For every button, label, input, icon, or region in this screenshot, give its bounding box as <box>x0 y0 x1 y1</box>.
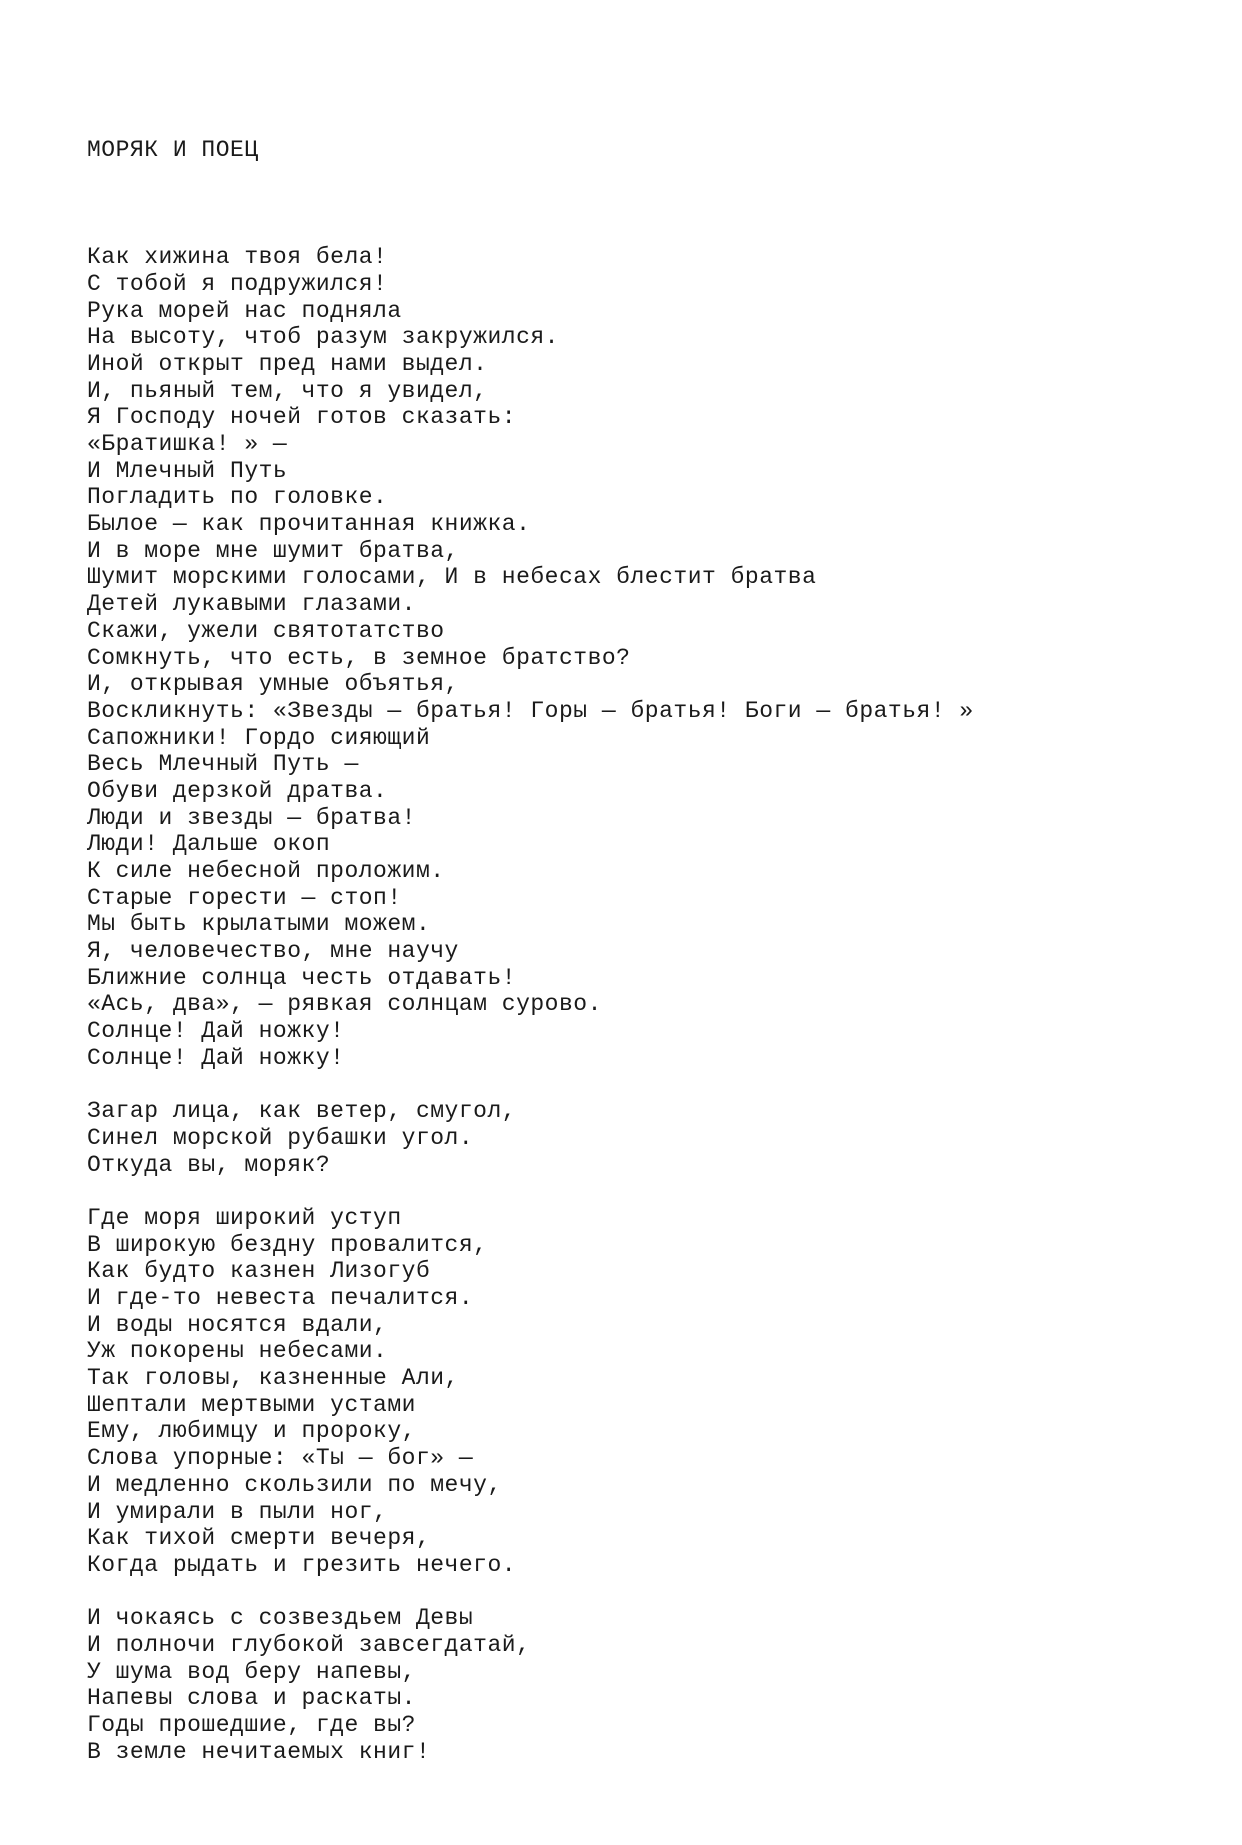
poem-line: Так головы, казненные Али, <box>87 1365 459 1392</box>
poem-line: Напевы слова и раскаты. <box>87 1685 416 1712</box>
poem-line: Иной открыт пред нами выдел. <box>87 350 488 377</box>
poem-line: Былое — как прочитанная книжка. <box>87 511 531 538</box>
poem-line: Весь Млечный Путь — <box>87 751 359 778</box>
poem-line: Ему, любимцу и пророку, <box>87 1418 416 1445</box>
poem-line: Ближние солнца честь отдавать! <box>87 964 517 991</box>
poem-line: Воскликнуть: «Звезды — братья! Горы — братья! Боги — братья! » <box>87 697 974 724</box>
poem-body <box>87 244 1207 1765</box>
poem-line: Солнце! Дай ножку! <box>87 1044 345 1071</box>
poem-line: Слова упорные: «Ты — бог» — <box>87 1445 474 1472</box>
poem-line: И медленно скользили по мечу, <box>87 1471 502 1498</box>
poem-line: Люди! Дальше окоп <box>87 831 331 858</box>
poem-line: Как тихой смерти вечеря, <box>87 1525 431 1552</box>
poem-line: Я, человечество, мне научу <box>87 938 459 965</box>
poem-line: Я Господу ночей готов сказать: <box>87 404 517 431</box>
poem-line: Где моря широкий уступ <box>87 1204 402 1231</box>
poem-line: Старые горести — стоп! <box>87 884 402 911</box>
poem-line: Рука морей нас подняла <box>87 297 402 324</box>
poem-line: Сомкнуть, что есть, в земное братство? <box>87 644 631 671</box>
poem-line: К силе небесной проложим. <box>87 858 445 885</box>
poem-line: Загар лица, как ветер, смугол, <box>87 1098 517 1125</box>
poem-line: И умирали в пыли ног, <box>87 1498 388 1525</box>
poem-line: Детей лукавыми глазами. <box>87 591 416 618</box>
poem-line: Годы прошедшие, где вы? <box>87 1712 416 1739</box>
poem-line: Как хижина твоя бела! <box>87 244 388 271</box>
poem-line: И воды носятся вдали, <box>87 1311 388 1338</box>
poem-line: Откуда вы, моряк? <box>87 1151 331 1178</box>
poem-line: Шептали мертвыми устами <box>87 1391 416 1418</box>
poem-text <box>87 84 1207 1845</box>
poem-line: В широкую бездну провалится, <box>87 1231 488 1258</box>
poem-line: И где-то невеста печалится. <box>87 1285 474 1312</box>
poem-line: На высоту, чтоб разум закружился. <box>87 324 559 351</box>
poem-line: Шумит морскими голосами, И в небесах блестит братва <box>87 564 817 591</box>
poem-line: Обуви дерзкой дратва. <box>87 777 388 804</box>
poem-line: «Ась, два», — рявкая солнцам сурово. <box>87 991 602 1018</box>
poem-line: У шума вод беру напевы, <box>87 1658 416 1685</box>
stanza <box>87 1605 1207 1765</box>
poem-line: Погладить по головке. <box>87 484 388 511</box>
stanza <box>87 1205 1207 1579</box>
poem-line: Уж покорены небесами. <box>87 1338 388 1365</box>
poem-line: В земле нечитаемых книг! <box>87 1738 431 1765</box>
poem-line: «Братишка! » — <box>87 431 288 458</box>
poem-line: И Млечный Путь <box>87 457 288 484</box>
poem-line: Когда рыдать и грезить нечего. <box>87 1551 517 1578</box>
poem-line: Как будто казнен Лизогуб <box>87 1258 431 1285</box>
poem-line: И, открывая умные объятья, <box>87 671 459 698</box>
poem-line: Люди и звезды — братва! <box>87 804 416 831</box>
poem-line: И полночи глубокой завсегдатай, <box>87 1631 531 1658</box>
poem-line: Сапожники! Гордо сияющий <box>87 724 431 751</box>
stanza <box>87 244 1207 1071</box>
poem-line: Мы быть крылатыми можем. <box>87 911 431 938</box>
stanza <box>87 1098 1207 1178</box>
poem-line: Солнце! Дай ножку! <box>87 1018 345 1045</box>
poem-line: С тобой я подружился! <box>87 270 388 297</box>
poem-title: МОРЯК И ПОЕЦ <box>87 137 259 164</box>
poem-line: И, пьяный тем, что я увидел, <box>87 377 488 404</box>
poem-line: И в море мне шумит братва, <box>87 537 459 564</box>
poem-line: Синел морской рубашки угол. <box>87 1124 474 1151</box>
poem-line: И чокаясь с созвездьем Девы <box>87 1605 474 1632</box>
poem-line: Скажи, ужели святотатство <box>87 617 445 644</box>
